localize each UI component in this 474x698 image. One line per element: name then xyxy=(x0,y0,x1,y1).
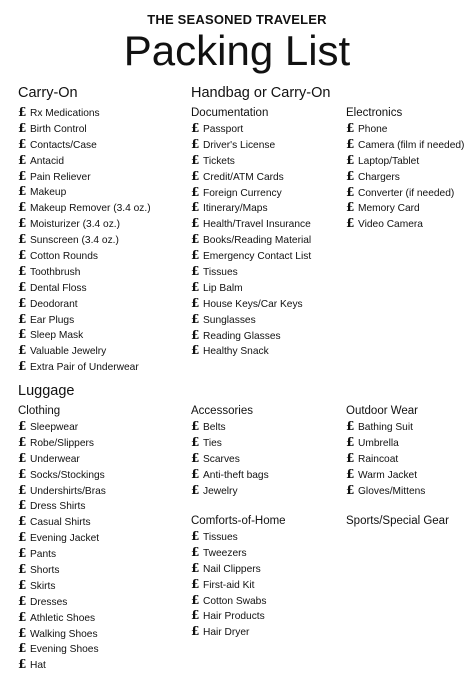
checkbox-icon[interactable]: £ xyxy=(346,482,355,497)
checklist-item[interactable] xyxy=(18,498,106,514)
checkbox-icon[interactable]: £ xyxy=(18,343,27,358)
checklist-item[interactable] xyxy=(346,137,464,153)
checklist-item[interactable] xyxy=(18,467,106,483)
checklist-item[interactable] xyxy=(18,657,106,673)
item-label: Dress Shirts xyxy=(30,501,86,513)
item-label: Makeup Remover (3.4 oz.) xyxy=(30,203,151,215)
item-label: Pants xyxy=(30,549,57,561)
checklist-item[interactable] xyxy=(18,359,151,375)
checklist-item[interactable] xyxy=(346,451,425,467)
item-label: Antacid xyxy=(30,155,64,167)
item-label: Socks/Stockings xyxy=(30,469,105,481)
checkbox-icon[interactable]: £ xyxy=(346,419,355,433)
item-label: Sleep Mask xyxy=(30,330,84,342)
item-label: Scarves xyxy=(203,453,240,465)
item-label: Deodorant xyxy=(30,298,78,310)
item-label: Extra Pair of Underwear xyxy=(30,362,139,374)
checklist-item[interactable] xyxy=(191,435,269,451)
checklist-item[interactable] xyxy=(18,435,106,451)
item-label: Hair Products xyxy=(203,611,265,623)
checkbox-icon[interactable]: £ xyxy=(18,216,27,231)
electronics-list xyxy=(346,121,464,232)
item-label: Evening Shoes xyxy=(30,644,99,656)
item-label: Skirts xyxy=(30,580,56,592)
item-label: Healthy Snack xyxy=(203,346,269,358)
item-label: Warm Jacket xyxy=(358,469,418,481)
checklist-item[interactable] xyxy=(191,328,311,344)
checklist-item[interactable] xyxy=(18,312,151,328)
item-label: Credit/ATM Cards xyxy=(203,171,284,183)
checklist-item[interactable] xyxy=(18,137,151,153)
checklist-item[interactable] xyxy=(346,185,464,201)
item-label: Ear Plugs xyxy=(30,314,75,326)
checkbox-icon[interactable]: £ xyxy=(18,168,27,183)
checkbox-icon[interactable]: £ xyxy=(191,608,200,623)
item-label: Memory Card xyxy=(358,203,420,215)
checkbox-icon[interactable]: £ xyxy=(18,657,27,672)
item-label: Casual Shirts xyxy=(30,517,91,529)
checklist-item[interactable] xyxy=(346,435,425,451)
checkbox-icon[interactable]: £ xyxy=(191,232,200,247)
item-label: Gloves/Mittens xyxy=(358,485,426,497)
checkbox-icon[interactable]: £ xyxy=(191,544,200,559)
checklist-item[interactable] xyxy=(18,578,106,594)
checkbox-icon[interactable]: £ xyxy=(191,529,200,543)
checkbox-icon[interactable]: £ xyxy=(18,482,27,497)
checklist-item[interactable] xyxy=(191,169,311,185)
checkbox-icon[interactable]: £ xyxy=(18,136,27,151)
checklist-item[interactable] xyxy=(191,545,286,561)
item-label: Laptop/Tablet xyxy=(358,155,420,167)
checklist-item[interactable] xyxy=(191,137,311,153)
checkbox-icon[interactable]: £ xyxy=(191,343,200,358)
checklist-item[interactable] xyxy=(346,200,464,216)
checklist-item[interactable] xyxy=(191,624,286,640)
checklist-item[interactable] xyxy=(18,483,106,499)
checklist-item[interactable] xyxy=(18,343,151,359)
checkbox-icon[interactable]: £ xyxy=(18,641,27,656)
checkbox-icon[interactable]: £ xyxy=(18,184,27,199)
checklist-item[interactable] xyxy=(191,248,311,264)
item-label: Foreign Currency xyxy=(203,187,282,199)
checklist-item[interactable] xyxy=(18,451,106,467)
checklist-item[interactable] xyxy=(18,296,151,312)
item-label: Nail Clippers xyxy=(203,563,261,575)
item-label: Tissues xyxy=(203,267,238,279)
item-label: Books/Reading Material xyxy=(203,235,312,247)
item-label: Health/Travel Insurance xyxy=(203,219,311,231)
outdoor-column xyxy=(346,403,425,498)
checkbox-icon[interactable]: £ xyxy=(18,232,27,247)
checklist-item[interactable] xyxy=(346,153,464,169)
checklist-item[interactable] xyxy=(191,280,311,296)
item-label: Reading Glasses xyxy=(203,330,281,342)
checklist-item[interactable] xyxy=(18,184,151,200)
checkbox-icon[interactable]: £ xyxy=(346,466,355,481)
item-label: Converter (if needed) xyxy=(358,187,455,199)
accessories-column xyxy=(191,403,269,498)
checkbox-icon[interactable]: £ xyxy=(191,295,200,310)
checkbox-icon[interactable]: £ xyxy=(18,279,27,294)
checkbox-icon[interactable]: £ xyxy=(18,498,27,513)
checklist-item[interactable] xyxy=(191,121,311,137)
checkbox-icon[interactable]: £ xyxy=(191,576,200,591)
accessories-heading: Accessories xyxy=(191,405,253,417)
checklist-item[interactable] xyxy=(18,169,151,185)
checklist-item[interactable] xyxy=(18,626,106,642)
checkbox-icon[interactable]: £ xyxy=(18,120,27,135)
checklist-item[interactable] xyxy=(346,483,425,499)
item-label: Camera (film if needed) xyxy=(358,139,465,151)
checklist-item[interactable] xyxy=(18,232,151,248)
checklist-item[interactable] xyxy=(18,248,151,264)
item-label: Chargers xyxy=(358,171,400,183)
checkbox-icon[interactable]: £ xyxy=(191,264,200,279)
clothing-heading: Clothing xyxy=(18,405,61,417)
checkbox-icon[interactable]: £ xyxy=(191,279,200,294)
checkbox-icon[interactable]: £ xyxy=(191,311,200,326)
checklist-item[interactable] xyxy=(18,200,151,216)
checklist-item[interactable] xyxy=(191,451,269,467)
electronics-column xyxy=(346,105,464,232)
checkbox-icon[interactable]: £ xyxy=(191,560,200,575)
documentation-heading: Documentation xyxy=(191,107,269,119)
checklist-item[interactable] xyxy=(191,185,311,201)
checklist-item[interactable] xyxy=(18,514,106,530)
checklist-item[interactable] xyxy=(191,296,311,312)
checkbox-icon[interactable]: £ xyxy=(191,121,200,135)
item-label: Lip Balm xyxy=(203,282,243,294)
checkbox-icon[interactable]: £ xyxy=(191,419,200,433)
item-label: Itinerary/Maps xyxy=(203,203,268,215)
checklist-item[interactable] xyxy=(18,641,106,657)
checklist-item[interactable] xyxy=(18,327,151,343)
checkbox-icon[interactable]: £ xyxy=(191,248,200,263)
checkbox-icon[interactable]: £ xyxy=(346,152,355,167)
checkbox-icon[interactable]: £ xyxy=(18,419,27,433)
checkbox-icon[interactable]: £ xyxy=(18,295,27,310)
checklist-item[interactable] xyxy=(346,121,464,137)
checklist-item[interactable] xyxy=(191,561,286,577)
section-title-handbag: Handbag or Carry-On xyxy=(191,85,331,101)
checkbox-icon[interactable]: £ xyxy=(18,466,27,481)
checkbox-icon[interactable]: £ xyxy=(346,184,355,199)
checkbox-icon[interactable]: £ xyxy=(18,450,27,465)
item-label: Toothbrush xyxy=(30,266,81,278)
checkbox-icon[interactable]: £ xyxy=(18,562,27,577)
checklist-item[interactable] xyxy=(191,577,286,593)
page-title: Packing List xyxy=(123,27,351,74)
checklist-item[interactable] xyxy=(346,169,464,185)
item-label: Emergency Contact List xyxy=(203,251,312,263)
checkbox-icon[interactable]: £ xyxy=(18,327,27,342)
checkbox-icon[interactable]: £ xyxy=(18,248,27,263)
checklist-item[interactable] xyxy=(191,419,269,435)
checkbox-icon[interactable]: £ xyxy=(191,184,200,199)
checklist-item[interactable] xyxy=(18,280,151,296)
checkbox-icon[interactable]: £ xyxy=(191,466,200,481)
checkbox-icon[interactable]: £ xyxy=(18,311,27,326)
checklist-item[interactable] xyxy=(191,467,269,483)
item-label: Valuable Jewelry xyxy=(30,346,107,358)
item-label: Undershirts/Bras xyxy=(30,485,106,497)
section-title-luggage: Luggage xyxy=(18,383,75,399)
section-title-carry-on: Carry-On xyxy=(18,85,78,101)
comforts-heading: Comforts-of-Home xyxy=(191,515,286,527)
checklist-item[interactable] xyxy=(18,546,106,562)
checklist-item[interactable] xyxy=(18,419,106,435)
clothing-column xyxy=(18,403,106,673)
checklist-item[interactable] xyxy=(18,264,151,280)
item-label: Video Camera xyxy=(358,219,423,231)
documentation-column xyxy=(191,105,311,359)
checkbox-icon[interactable]: £ xyxy=(18,609,27,624)
checkbox-icon[interactable]: £ xyxy=(18,105,27,119)
checkbox-icon[interactable]: £ xyxy=(346,200,355,215)
comforts-list xyxy=(191,529,286,640)
checkbox-icon[interactable]: £ xyxy=(191,136,200,151)
item-label: Cotton Rounds xyxy=(30,251,98,263)
item-label: Moisturizer (3.4 oz.) xyxy=(30,219,121,231)
item-label: Jewelry xyxy=(203,485,238,497)
checkbox-icon[interactable]: £ xyxy=(191,482,200,497)
accessories-list xyxy=(191,419,269,498)
checklist-item[interactable] xyxy=(191,232,311,248)
item-label: Sleepwear xyxy=(30,422,79,433)
item-label: Passport xyxy=(203,124,244,135)
sports-heading: Sports/Special Gear xyxy=(346,515,449,527)
carry-on-list xyxy=(18,105,151,375)
checkbox-icon[interactable]: £ xyxy=(191,327,200,342)
checkbox-icon[interactable]: £ xyxy=(18,263,27,278)
outdoor-heading: Outdoor Wear xyxy=(346,405,419,417)
sports-column xyxy=(346,513,449,529)
checkbox-icon[interactable]: £ xyxy=(346,121,355,135)
item-label: Driver's License xyxy=(203,139,276,151)
item-label: Dental Floss xyxy=(30,282,87,294)
checklist-item[interactable] xyxy=(18,530,106,546)
item-label: Tickets xyxy=(203,155,235,167)
outdoor-list xyxy=(346,419,425,498)
item-label: Dresses xyxy=(30,596,68,608)
checklist-item[interactable] xyxy=(191,343,311,359)
checkbox-icon[interactable]: £ xyxy=(18,359,27,374)
item-label: Belts xyxy=(203,422,226,433)
checkbox-icon[interactable]: £ xyxy=(346,136,355,151)
checklist-item[interactable] xyxy=(191,608,286,624)
checklist-item[interactable] xyxy=(191,529,286,545)
item-label: Hair Dryer xyxy=(203,627,250,639)
item-label: Underwear xyxy=(30,453,80,465)
checklist-item[interactable] xyxy=(191,216,311,232)
item-label: Bathing Suit xyxy=(358,422,413,433)
item-label: Shorts xyxy=(30,565,60,577)
checklist-item[interactable] xyxy=(191,264,311,280)
checklist-item[interactable] xyxy=(18,216,151,232)
checkbox-icon[interactable]: £ xyxy=(191,152,200,167)
checklist-item[interactable] xyxy=(191,200,311,216)
checkbox-icon[interactable]: £ xyxy=(191,200,200,215)
item-label: Anti-theft bags xyxy=(203,469,269,481)
checklist-item[interactable] xyxy=(18,610,106,626)
item-label: Sunglasses xyxy=(203,314,256,326)
checkbox-icon[interactable]: £ xyxy=(18,593,27,608)
checklist-item[interactable] xyxy=(18,153,151,169)
item-label: Evening Jacket xyxy=(30,533,100,545)
checklist-item[interactable] xyxy=(346,419,425,435)
item-label: Robe/Slippers xyxy=(30,437,94,449)
item-label: Tissues xyxy=(203,532,238,543)
comforts-column xyxy=(191,513,286,640)
checkbox-icon[interactable]: £ xyxy=(18,514,27,529)
checkbox-icon[interactable]: £ xyxy=(18,200,27,215)
item-label: Rx Medications xyxy=(30,108,100,119)
checkbox-icon[interactable]: £ xyxy=(346,434,355,449)
item-label: Raincoat xyxy=(358,453,399,465)
checkbox-icon[interactable]: £ xyxy=(191,168,200,183)
checklist-item[interactable] xyxy=(346,467,425,483)
item-label: Phone xyxy=(358,124,388,135)
checkbox-icon[interactable]: £ xyxy=(191,450,200,465)
checkbox-icon[interactable]: £ xyxy=(346,450,355,465)
checkbox-icon[interactable]: £ xyxy=(18,546,27,561)
item-label: Hat xyxy=(30,660,46,672)
item-label: House Keys/Car Keys xyxy=(203,298,303,310)
checklist-item[interactable] xyxy=(18,121,151,137)
checklist-item[interactable] xyxy=(191,312,311,328)
checkbox-icon[interactable]: £ xyxy=(18,152,27,167)
checklist-item[interactable] xyxy=(346,216,464,232)
checklist-item[interactable] xyxy=(18,562,106,578)
item-label: Walking Shoes xyxy=(30,628,98,640)
checkbox-icon[interactable]: £ xyxy=(18,625,27,640)
checkbox-icon[interactable]: £ xyxy=(191,434,200,449)
checkbox-icon[interactable]: £ xyxy=(191,592,200,607)
checklist-item[interactable] xyxy=(191,593,286,609)
checkbox-icon[interactable]: £ xyxy=(18,530,27,545)
checkbox-icon[interactable]: £ xyxy=(346,168,355,183)
page-subtitle: THE SEASONED TRAVELER xyxy=(147,12,327,27)
item-label: Birth Control xyxy=(30,123,87,135)
checklist-item[interactable] xyxy=(191,483,269,499)
checklist-item[interactable] xyxy=(18,594,106,610)
electronics-heading: Electronics xyxy=(346,107,403,119)
item-label: First-aid Kit xyxy=(203,579,255,591)
item-label: Umbrella xyxy=(358,437,399,449)
checklist-item[interactable] xyxy=(191,153,311,169)
checkbox-icon[interactable]: £ xyxy=(18,577,27,592)
checklist-item[interactable] xyxy=(18,105,151,121)
item-label: Sunscreen (3.4 oz.) xyxy=(30,235,119,247)
checkbox-icon[interactable]: £ xyxy=(191,216,200,231)
checkbox-icon[interactable]: £ xyxy=(346,216,355,231)
item-label: Pain Reliever xyxy=(30,171,91,183)
item-label: Athletic Shoes xyxy=(30,612,96,624)
item-label: Contacts/Case xyxy=(30,139,97,151)
item-label: Cotton Swabs xyxy=(203,595,267,607)
item-label: Ties xyxy=(203,437,222,449)
checkbox-icon[interactable]: £ xyxy=(191,624,200,639)
clothing-list xyxy=(18,419,106,673)
checkbox-icon[interactable]: £ xyxy=(18,434,27,449)
item-label: Makeup xyxy=(30,187,67,199)
item-label: Tweezers xyxy=(203,547,247,559)
documentation-list xyxy=(191,121,311,359)
